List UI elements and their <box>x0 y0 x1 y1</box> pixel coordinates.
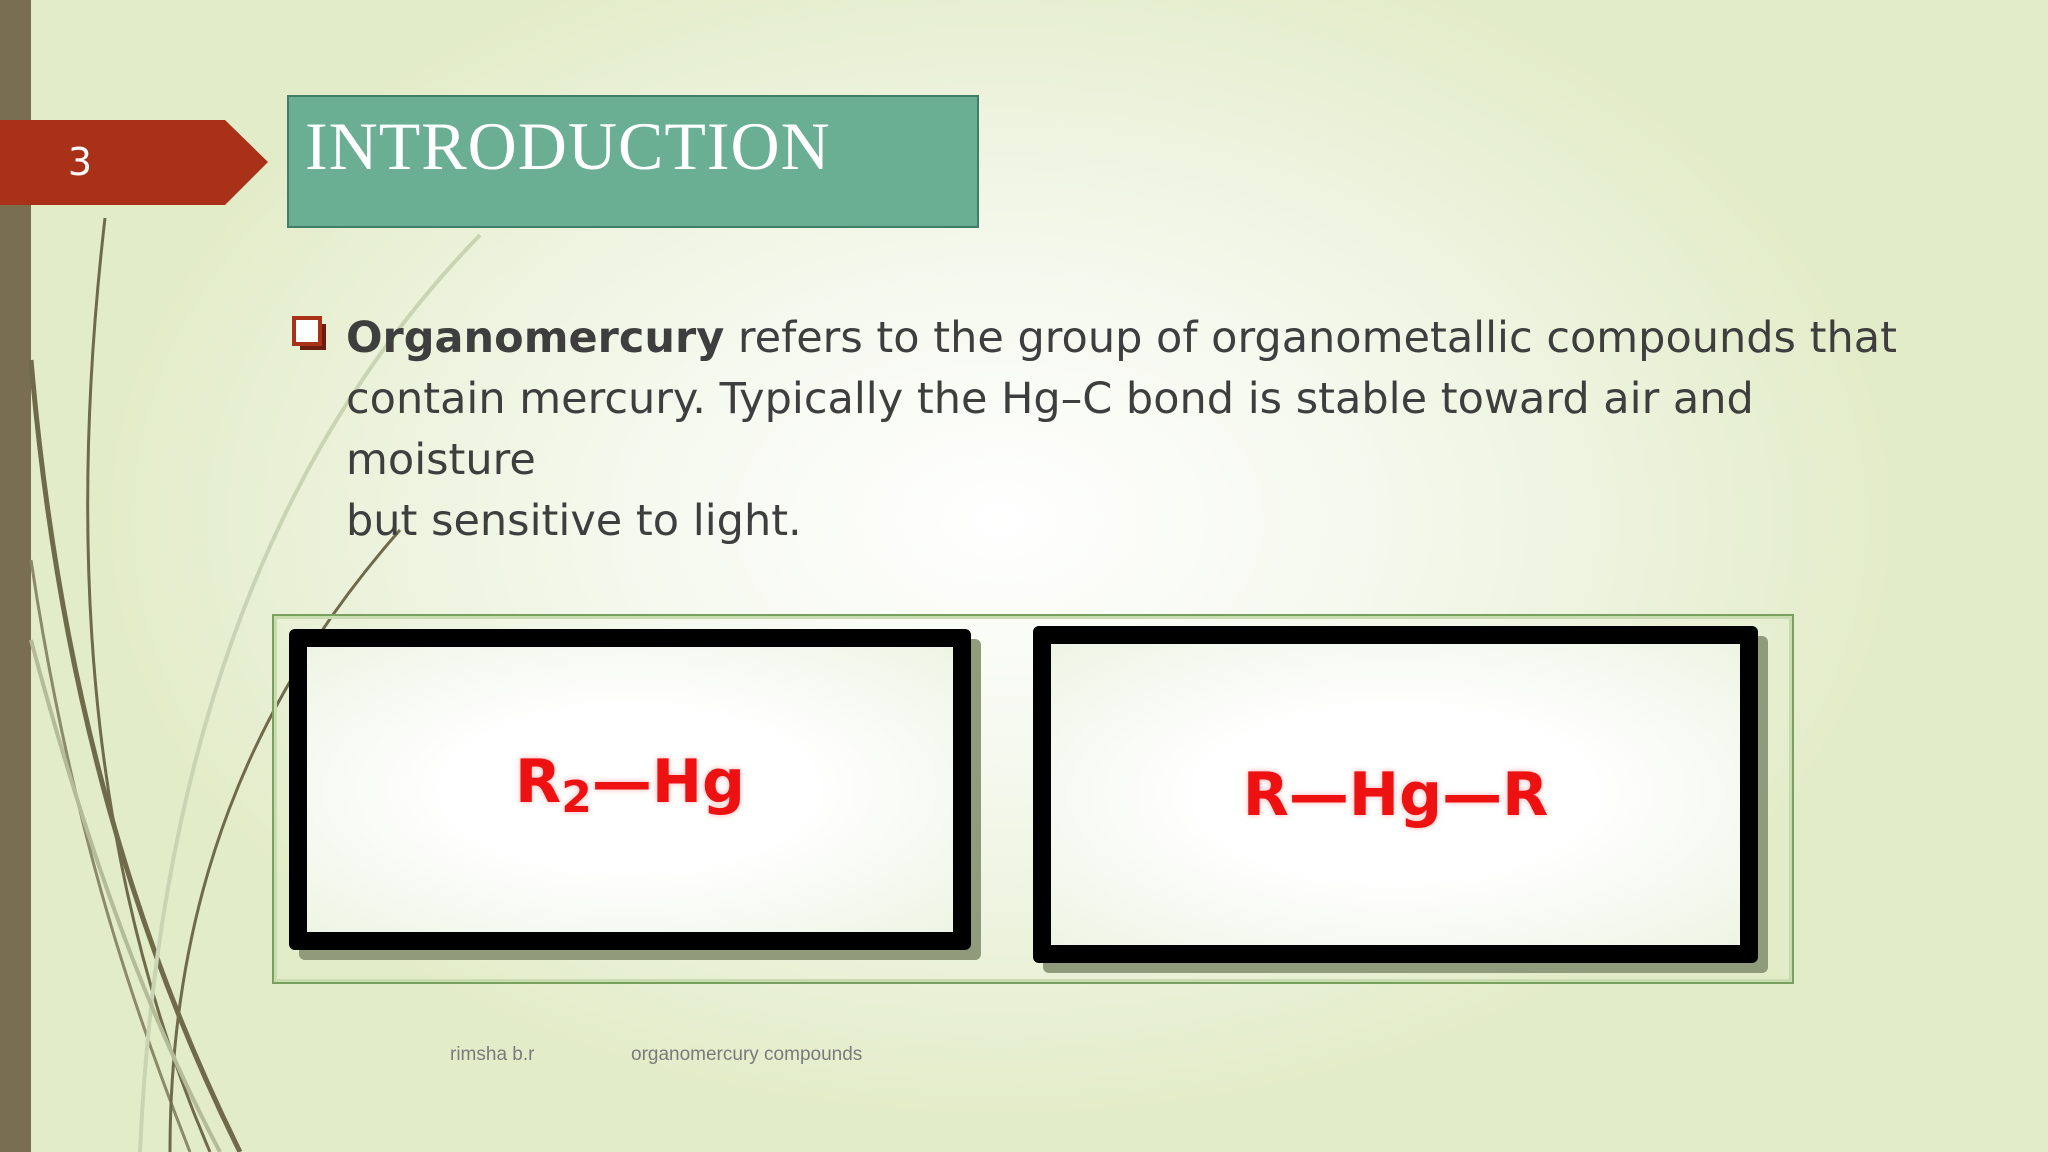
bullet-line-1 <box>346 308 1946 369</box>
bullet-text <box>346 308 1946 552</box>
slide-number: 3 <box>67 140 93 184</box>
formula-r2: R <box>1502 760 1549 830</box>
slide-title: INTRODUCTION <box>305 108 831 184</box>
bullet-line-1-rest: refers to the group of organometallic compounds that <box>724 313 1897 363</box>
formula-box-left <box>289 629 971 950</box>
formula-subscript: 2 <box>561 772 592 823</box>
bullet-keyword: Organomercury <box>346 313 725 363</box>
formula-bond: — <box>591 747 652 817</box>
footer-author: rimsha b.r <box>450 1044 535 1065</box>
bullet-line-2: contain mercury. Typically the Hg–C bond is stable toward air and moisture <box>346 374 1754 485</box>
formula-r2hg <box>307 747 953 823</box>
formula-r: R <box>515 747 562 817</box>
formula-rhgr <box>1051 760 1740 830</box>
formula-metal: Hg <box>1348 760 1443 830</box>
title-box <box>287 95 979 228</box>
bullet-line-3: but sensitive to light. <box>346 496 802 546</box>
formula-bond-1: — <box>1288 760 1349 830</box>
formula-r1: R <box>1242 760 1289 830</box>
slide-number-tab <box>0 120 268 205</box>
formula-bond-2: — <box>1442 760 1503 830</box>
square-bullet-icon <box>292 316 326 350</box>
footer-topic: organomercury compounds <box>631 1044 863 1065</box>
formula-box-right <box>1033 626 1758 963</box>
formula-metal: Hg <box>651 747 745 817</box>
